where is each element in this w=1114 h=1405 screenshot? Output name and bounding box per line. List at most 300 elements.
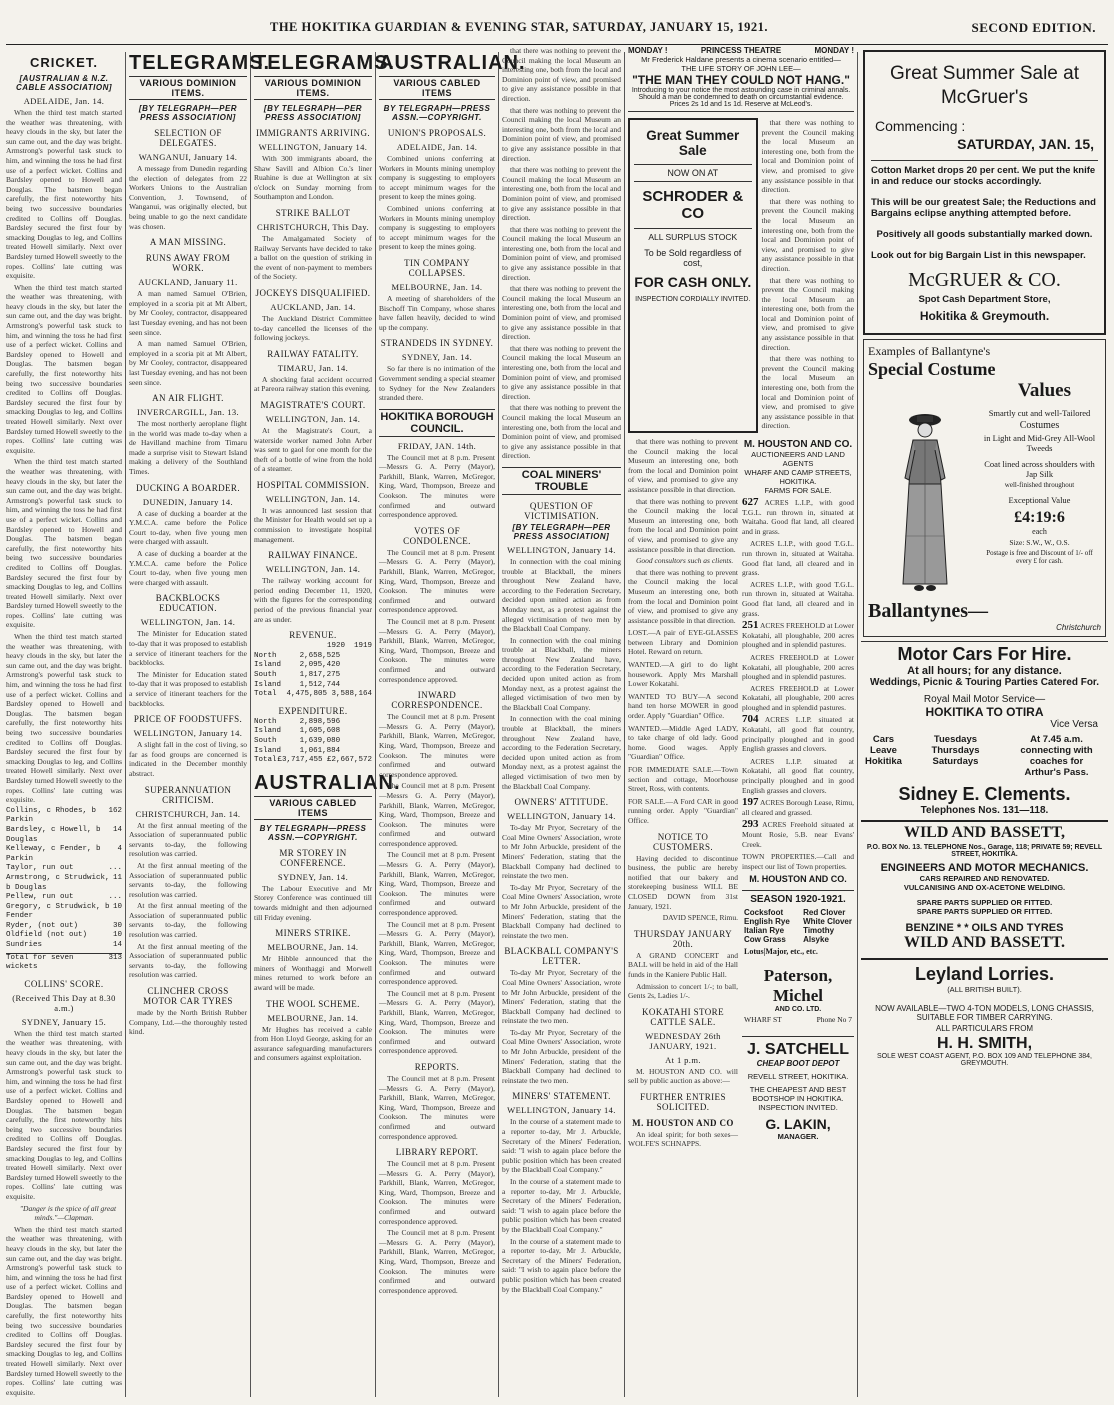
wild-spare: SPARE PARTS SUPPLIED OR FITTED.: [916, 898, 1053, 907]
cricket-body: When the third test match started the weather was threatening, with heavy clouds in the sky, but later the sun came out, and the day was bright. Armstrong's powerful task stuck to him, and winning the toss he had first use of a perfect wicket. Collins and Bardsley opened to Howell and Douglas. The batsmen began carefully, the first noteworthy hits being two successive boundaries credited to Collins off Douglas. Bardsley secured the first four by smacking Douglas to leg, and Collins treated Howell similarly. Next over Bardsley turned Howell sweetly to the ropes. Collins' late cutting was exquisite.: [6, 108, 122, 281]
farm-filler: ACRES L.I.P. situated at Kokatahi, all good flat country, principally ploughed and in good English grasses and clovers.: [742, 756, 854, 795]
wild-heading-2: WILD AND BASSETT.: [903, 934, 1066, 951]
score-line: Taylor, run out ...: [6, 864, 122, 873]
item-dateline: WELLINGTON, Jan. 14.: [140, 617, 236, 628]
coal-dateline: WELLINGTON, January 14.: [507, 544, 616, 555]
item-title: THE WOOL SCHEME.: [266, 998, 360, 1009]
houston-ads: [742, 437, 854, 1151]
coal-sub: QUESTION OF VICTIMISATION.: [524, 500, 599, 521]
score-line: Sundries 14: [6, 941, 122, 950]
item-title: MINERS STRIKE.: [275, 928, 351, 939]
borough-sub: INWARD CORRESPONDENCE.: [391, 690, 483, 711]
borough-body: The Council met at 8 p.m. Present—Messrs G. A. Perry (Mayor), Parkhill, Blank, Warren, McGregor, King, Ward, Thompson, Breeze and Cookson. The minutes were confirmed and outward correspondence approved.: [379, 850, 495, 918]
farm-filler: ACRES L.I.P., with good T.G.L. run thrown in, situated at Waitaha. Good flat land, all cleared and in grass.: [742, 539, 854, 578]
item-body: made by the North British Rubber Company, Ltd.—the thoroughly tested kind.: [129, 1008, 247, 1037]
film-title: "THE MAN THEY COULD NOT HANG.": [632, 73, 850, 87]
costume-d2: Costumes: [1019, 420, 1060, 431]
schroder-cash: FOR CASH ONLY.: [634, 274, 752, 290]
item-title: MR STOREY IN CONFERENCE.: [279, 847, 347, 868]
score-line: Bardsley, c Howell, b Douglas 14: [6, 825, 122, 844]
borough-body: The Council met at 8 p.m. Present—Messrs G. A. Perry (Mayor), Parkhill, Blank, Warren, McGregor, King, Ward, Thompson, Breeze and Cookson. The minutes were confirmed and outward correspondence approved.: [379, 547, 495, 615]
item-title: MAGISTRATE'S COURT.: [260, 399, 366, 410]
borough-body: The Council met at 8 p.m. Present—Messrs G. A. Perry (Mayor), Parkhill, Blank, Warren, McGregor, King, Ward, Thompson, Breeze and Cookson. The minutes were confirmed and outward correspondence approved.: [379, 712, 495, 779]
item-body: At the first annual meeting of the Association of superannuated public servants to-day, the following resolution was carried.: [129, 901, 247, 940]
item-body: A case of ducking a boarder at the Y.M.C.A. came before the Police Court to-day, when five young men were charged with assault.: [129, 549, 247, 587]
item-body: A meeting of shareholders of the Bischoff Tin Company, whose shares have fallen heavily, decided to wind up the company.: [379, 293, 495, 332]
satchell-manager: MANAGER.: [777, 1132, 819, 1142]
leyland-ad: [861, 958, 1108, 1067]
score-line: Oldfield (not out) 10: [6, 931, 122, 940]
wild-vulc: VULCANISING AND OX-ACETONE WELDING.: [903, 883, 1066, 892]
theatre-line4: Should a man be condemned to death on circumstantial evidence.: [638, 94, 844, 101]
item-title: DUCKING A BOARDER.: [136, 482, 240, 493]
item-body: Mr Hibble announced that the miners of Wonthaggi and Morwell mines returned to work before an award will be made.: [254, 954, 372, 992]
cricket-heading: CRICKET.: [30, 55, 98, 70]
revenue-header: 1920 1919: [326, 642, 372, 651]
customers-title: NOTICE TO CUSTOMERS.: [652, 831, 714, 852]
column-rule: [624, 52, 625, 1397]
satchell-lakin: G. LAKIN,: [765, 1116, 831, 1133]
houston-line2: WHARF AND CAMP STREETS,: [744, 468, 852, 477]
revenue-row: Total 4,475,805 3,588,164: [254, 690, 372, 699]
column-rule: [498, 52, 499, 1397]
owners-body: To-day Mr Pryor, Secretary of the Coal Mine Owners' Association, wrote to Mr John Arbuckle, president of the Miners' Federation, stating that the Blackball Company had declined to reinstate the two men.: [502, 968, 621, 1026]
collins-score-dateline: SYDNEY, January 15.: [21, 1016, 107, 1027]
houston-line1: AUCTIONEERS AND LAND AGENTS: [751, 450, 845, 468]
australian-sub: VARIOUS CABLED ITEMS: [379, 76, 495, 100]
item-dateline: MELBOURNE, Jan. 14.: [391, 281, 483, 292]
stock-sale-houston: M. HOUSTON AND CO: [632, 1117, 734, 1128]
satchell-name: J. SATCHELL: [742, 1036, 854, 1059]
mcgruer-sale-ad: [863, 50, 1106, 335]
column-telegrams-2: [254, 46, 401, 1399]
ballantyne-place: Christchurch: [1056, 623, 1101, 632]
coal-body: In connection with the coal mining trouble at Blackball, the miners throughout New Zealand have, according to the Federation Secretary, decided upon united action as from Monday next, as a protest against the alleged victimisation of two men by the Blackball Coal Company.: [502, 556, 621, 634]
wanted-ad: FOR IMMEDIATE SALE.—Town section and cottage, Moorhouse Street, Ross, with contents.: [628, 765, 738, 794]
schroder-stock: ALL SURPLUS STOCK: [634, 228, 752, 242]
revenue-row: South Island 1,817,275 1,512,744: [254, 671, 341, 689]
column-coal-miners: [502, 46, 621, 1399]
borough-heading: HOKITIKA BOROUGH COUNCIL.: [380, 410, 494, 435]
wanted-ad: FOR SALE.—A Ford CAR in good running order. Apply "Guardian" Office.: [628, 796, 738, 825]
motor-route: HOKITIKA TO OTIRA: [925, 705, 1044, 719]
borough-body: The Council met at 8 p.m. Present—Messrs G. A. Perry (Mayor), Parkhill, Blank, Warren, McGregor, King, Ward, Thompson, Breeze and Cookson. The minutes were confirmed and outward correspondence approved.: [379, 1228, 495, 1295]
houston-name: M. HOUSTON AND CO.: [743, 439, 853, 450]
cricket-scorecard: [6, 807, 122, 973]
column-rule: [250, 52, 251, 1397]
item-dateline: WELLINGTON, January 14.: [133, 728, 243, 739]
farm-filler: ACRES L.I.P., with good T.G.L. run thrown in, situated at Waitaha. Good flat land, all cleared and in grass.: [742, 579, 854, 618]
side-body: that there was nothing to prevent the Council making the local Museum an interesting one, both from the local and Dominion point of view, and promised to give any assistance possible in that direction.: [761, 275, 854, 352]
item-body: So far there is no intimation of the Government sending a special steamer to Sydney for the New Zealanders stranded there.: [379, 364, 495, 403]
item-title: UNION'S PROPOSALS.: [387, 128, 487, 138]
schroder-regardless: To be Sold regardless of cost,: [644, 248, 742, 268]
mcgruer-sale-title: Great Summer Sale at McGruer's: [889, 63, 1080, 108]
costume-figure-icon: [883, 406, 963, 596]
item-title: CLINCHER CROSS MOTOR CAR TYRES: [143, 986, 233, 1007]
item-title: IMMIGRANTS ARRIVING.: [255, 128, 370, 138]
farm-ad: 251 ACRES FREEHOLD at Lower Kokatahi, all ploughable, 200 acres ploughed and in splendid pastures.: [742, 619, 854, 650]
owners-body: To-day Mr Pryor, Secretary of the Coal Mine Owners' Association, wrote to Mr John Arbuckle, president of the Miners' Federation, stating that the Blackball Company had declined to reinstate the two men.: [502, 882, 621, 940]
wild-benzine: BENZINE * * OILS AND TYRES: [905, 922, 1064, 934]
score-line: Ryder, (not out) 30: [6, 921, 122, 930]
costume-d5: well-finished throughout: [1004, 481, 1075, 489]
theatre-name: PRINCESS THEATRE: [700, 46, 782, 55]
motor-sub: At all hours; for any distance.: [907, 665, 1062, 677]
item-title: SELECTION OF DELEGATES.: [154, 128, 222, 148]
column-rule: [125, 52, 126, 1397]
expenditure-row: North Island 2,898,596 1,605,608: [254, 717, 341, 736]
schroder-name: SCHRODER & CO: [642, 188, 744, 222]
item-body: The Amalgamated Society of Railway Servants have decided to take a ballot on the question of striking in the event of non-payment to members of the Society.: [254, 233, 372, 282]
cricket-body-repeat: When the third test match started the weather was threatening, with heavy clouds in the sky, but later the sun came out, and the day was bright. Armstrong's powerful task stuck to him, and winning the toss he had first use of a perfect wicket. Collins and Bardsley opened to Howell and Douglas. The batsmen began carefully, the first noteworthy hits being two successive boundaries credited to Collins off Douglas. Bardsley secured the first four by smacking Douglas to leg, and Collins treated Howell similarly. Next over Bardsley turned Howell sweetly to the ropes. Collins' late cutting was exquisite.: [6, 457, 122, 630]
costume-price: £4:19:6: [1014, 509, 1065, 526]
borough-date: FRIDAY, JAN. 14th.: [397, 440, 477, 451]
item-title: STRANDEDS IN SYDNEY.: [380, 338, 494, 349]
item-title: RAILWAY FATALITY.: [267, 348, 359, 359]
item-body: Mr Hughes has received a cable from Hon Lloyd George, asking for an assurance safeguarding manufacturers and consumers against exploitation.: [254, 1024, 372, 1063]
motor-heading: Motor Cars For Hire.: [897, 644, 1072, 664]
score-line: Gregory, c Strudwick, b Fender 10: [6, 902, 122, 921]
concert-title: THURSDAY JANUARY 20th.: [634, 928, 732, 949]
farm-ad: 627 ACRES L.I.P., with good T.G.L. run thrown in, situated at Waitaha. Good flat land, all cleared and in grass.: [742, 496, 854, 536]
schroder-ad: [628, 118, 758, 433]
item-title: STRIKE BALLOT: [275, 207, 351, 218]
coal-heading: COAL MINERS' TROUBLE: [502, 467, 621, 495]
item-body: The Minister for Education stated to-day that it was proposed to establish a service of itinerant teachers for the backblocks.: [129, 669, 247, 708]
costume-d4: Coat lined across shoulders with Jap Silk: [984, 459, 1095, 479]
concert-admission: Admission to concert 1/-; to ball, Gents 2s, Ladies 1/-.: [628, 981, 738, 1001]
masthead-rule: [6, 44, 1108, 45]
item-body: The Labour Executive and Mr Storey Conference was continued till towards midnight and then adjourned till Friday evening.: [254, 883, 372, 922]
concert-body: A GRAND CONCERT and BALL will be held in aid of the Hall funds in the Kaniere Public Hall.: [628, 950, 738, 979]
ballantyne-ad: [863, 339, 1106, 637]
costume-each: each: [1032, 527, 1047, 536]
masthead-title: THE HOKITIKA GUARDIAN & EVENING STAR, SATURDAY, JANUARY 15, 1921.: [270, 20, 768, 34]
museum-text: that there was nothing to prevent the Council making the local Museum an interesting one, both from the local and Dominion point of view, and promised to give any assistance possible in that direction.: [502, 284, 621, 342]
houston-line3: HOKITIKA.: [779, 477, 817, 486]
item-body: The Auckland District Committee to-day cancelled the licenses of the following jockeys.: [254, 313, 372, 343]
museum-text: that there was nothing to prevent the Council making the local Museum an interesting one, both from the local and Dominion point of view, and promised to give any assistance possible in that direction.: [502, 165, 621, 223]
australian2-press: BY TELEGRAPH—PRESS ASSN.—COPYRIGHT.: [259, 823, 367, 842]
item-title: RUNS AWAY FROM WORK.: [145, 253, 231, 274]
masthead-edition: SECOND EDITION.: [971, 20, 1096, 35]
item-title: SUPERANNUATION CRITICISM.: [144, 784, 232, 805]
item-body: It was announced last session that the Minister for Health would set up a commission to investigate hospital management.: [254, 505, 372, 544]
wild-bassett-ad: [861, 820, 1108, 952]
item-dateline: TIMARU, Jan. 14.: [277, 362, 349, 373]
masthead: [0, 0, 1114, 44]
town-ad: TOWN PROPERTIES.—Call and inspect our list of Town properties.: [742, 852, 854, 871]
leyland-particulars: ALL PARTICULARS FROM: [935, 1024, 1034, 1033]
mcgruer-lookout: Look out for big Bargain List in this newspaper.: [871, 250, 1086, 261]
side-text: [762, 118, 854, 433]
costume-postage: Postage is free and Discount of 1/- off every £ for cash.: [986, 549, 1093, 565]
mcgruer-towns: Hokitika & Greymouth.: [919, 309, 1050, 323]
season-heading: SEASON 1920-1921.: [742, 890, 854, 905]
left-body: that there was nothing to prevent the Council making the local Museum an interesting one, both from the local and Dominion point of view, and promised to give any assistance possible in that direction.: [628, 567, 738, 625]
score-line: Kelleway, c Fender, b Parkin 4: [6, 845, 122, 863]
item-dateline: DUNEDIN, January 14.: [142, 496, 234, 507]
motor-royal: Royal Mail Motor Service—: [923, 694, 1046, 705]
stock-sale-body: M. HOUSTON AND CO. will sell by public auction as above:—: [628, 1066, 738, 1086]
seed-lotus: Lotus|Major, etc., etc.: [744, 947, 818, 957]
item-dateline: CHRISTCHURCH, Jan. 14.: [135, 808, 241, 819]
item-dateline: WANGANUI, January 14.: [138, 152, 238, 162]
leyland-smith: H. H. SMITH,: [936, 1035, 1033, 1052]
item-title: RAILWAY FINANCE.: [268, 550, 358, 561]
museum-text: that there was nothing to prevent the Council making the local Museum an interesting one, both from the local and Dominion point of view, and promised to give any assistance possible in that direction.: [502, 46, 621, 103]
notice-quote: Good consultors such as clients.: [636, 556, 734, 566]
theatre-line1: Mr Frederick Haldane presents a cinema scenario entitled—: [641, 55, 841, 64]
costume-illustration: [868, 402, 978, 600]
satchell-sub: CHEAP BOOT DEPOT: [756, 1059, 840, 1069]
wild-engineers: ENGINEERS AND MOTOR MECHANICS.: [880, 862, 1089, 874]
item-dateline: SYDNEY, Jan. 14.: [401, 352, 473, 363]
score-line: Collins, c Rhodes, b Parkin 162: [6, 806, 122, 825]
farm-ad: 293 ACRES Freehold situated at Mount Rosie, 5.B. near Evans' Creek.: [742, 818, 854, 849]
side-body: that there was nothing to prevent the Council making the local Museum an interesting one, both from the local and Dominion point of view, and promised to give any assistance possible in that direction.: [761, 196, 854, 273]
item-dateline: INVERCARGILL, Jan. 13.: [136, 407, 240, 418]
item-title: AN AIR FLIGHT.: [152, 393, 224, 404]
borough-body: The Council met at 8 p.m. Present—Messrs G. A. Perry (Mayor), Parkhill, Blank, Warren, McGregor, King, Ward, Thompson, Breeze and Cookson. The minutes were confirmed and outward correspondence approved.: [379, 1159, 495, 1226]
left-ads: [628, 437, 738, 1151]
owners-sub: OWNERS' ATTITUDE.: [514, 797, 609, 808]
stock-sale-title: KOKATAHI STORE CATTLE SALE.: [642, 1006, 724, 1027]
stock-sale-footer: FURTHER ENTRIES SOLICITED.: [640, 1091, 726, 1112]
borough-sub: REPORTS.: [414, 1061, 460, 1072]
cricket-assoc: [AUSTRALIAN & N.Z. CABLE ASSOCIATION]: [15, 74, 113, 92]
collins-score-note: (Received This Day at 8.30 a.m.): [12, 992, 116, 1013]
item-dateline: WELLINGTON, Jan. 14.: [265, 564, 361, 575]
owners-body: To-day Mr Pryor, Secretary of the Coal Mine Owners' Association, wrote to Mr John Arbuckle, president of the Miners' Federation, stating that the Blackball Company had declined to reinstate the two men.: [502, 1027, 621, 1085]
cricket-body-repeat: When the third test match started the weather was threatening, with heavy clouds in the sky, but later the sun came out, and the day was bright. Armstrong's powerful task stuck to him, and winning the toss he had first use of a perfect wicket. Collins and Bardsley opened to Howell and Douglas. The batsmen began carefully, the first noteworthy hits being two successive boundaries credited to Collins off Douglas. Bardsley secured the first four by smacking Douglas to leg, and Collins treated Howell similarly. Next over Bardsley turned Howell sweetly to the ropes. Collins' late cutting was exquisite.: [6, 282, 122, 455]
leyland-now: NOW AVAILABLE—TWO 4-TON MODELS, LONG CHASSIS, SUITABLE FOR TIMBER CARRYING.: [875, 1004, 1094, 1022]
borough-body: The Council met at 8 p.m. Present—Messrs G. A. Perry (Mayor), Parkhill, Blank, Warren, McGregor, King, Ward, Thompson, Breeze and Cookson. The minutes were confirmed and outward correspondence approved.: [379, 1073, 495, 1141]
ballantyne-special: Special Costume: [868, 359, 996, 379]
item-dateline: AUCKLAND, January 11.: [138, 277, 238, 288]
item-dateline: AUCKLAND, Jan. 14.: [270, 301, 356, 312]
theatre-line3: Introducing to your notice the most astounding case in criminal annals.: [631, 87, 851, 94]
museum-text: that there was nothing to prevent the Council making the local Museum an interesting one, both from the local and Dominion point of view, and promised to give any assistance possible in that direction.: [502, 403, 621, 461]
item-dateline: WELLINGTON, Jan. 14.: [265, 493, 361, 504]
revenue-row: North Island 2,658,525 2,095,420: [254, 651, 341, 670]
motor-vice: Vice Versa: [1050, 719, 1098, 730]
cricket-body-repeat: When the third test match started the weather was threatening, with heavy clouds in the sky, but later the sun came out, and the day was bright. Armstrong's powerful task stuck to him, and winning the toss he had first use of a perfect wicket. Collins and Bardsley opened to Howell and Douglas. The batsmen began carefully, the first noteworthy hits being two successive boundaries credited to Collins off Douglas. Bardsley secured the first four by smacking Douglas to leg, and Collins treated Howell similarly. Next over Bardsley turned Howell sweetly to the ropes. Collins' late cutting was exquisite.: [6, 632, 122, 805]
farm-ad: 704 ACRES L.I.P. situated at Kokatahi, all good flat country, principally ploughed and in good English grasses and clovers.: [742, 713, 854, 754]
leyland-addr: SOLE WEST COAST AGENT, P.O. BOX 109 AND TELEPHONE 384, GREYMOUTH.: [876, 1053, 1092, 1067]
wanted-ad: WANTED TO BUY—A second hand ten horse MOWER in good order. Apply "Guardian" Office.: [628, 691, 738, 721]
museum-text: that there was nothing to prevent the Council making the local Museum an interesting one, both from the local and Dominion point of view, and promised to give any assistance possible in that direction.: [502, 105, 621, 163]
column-rule: [375, 52, 376, 1397]
item-body: A case of ducking a boarder at the Y.M.C.A. came before the Police Court to-day, when five young men were charged with assault.: [129, 508, 247, 547]
column-telegrams-1: [129, 46, 271, 1399]
item-body: Combined unions conferring at Workers in Mounts mining unemploy company is suggesting to employers to accept minimum wages for the present to keep the mines going.: [379, 154, 495, 202]
mcgruer-date: SATURDAY, JAN. 15,: [957, 136, 1094, 152]
leyland-heading: Leyland Lorries.: [914, 964, 1055, 984]
revenue-table: [254, 642, 372, 700]
item-body: The most northerly aeroplane flight in the world was made to-day when a de Havilland machine from Timaru made a surprise visit to Stewart Island making a delivery of the Southland Times.: [129, 419, 247, 477]
australian2-sub: VARIOUS CABLED ITEMS: [254, 796, 372, 820]
wanted-ad: WANTED.—A girl to do light housework. Apply Mrs Marshall Lower Kokatahi.: [628, 660, 738, 689]
expenditure-title: EXPENDITURE.: [278, 705, 348, 716]
letter-sub: BLACKBALL COMPANY'S LETTER.: [504, 946, 619, 967]
ballantyne-title: Examples of Ballantyne's: [868, 344, 991, 358]
ballantyne-name: Ballantynes—: [868, 600, 989, 622]
score-line: Armstrong, c Strudwick, b Douglas 11: [6, 873, 122, 892]
cricket-body-repeat: When the third test match started the weather was threatening, with heavy clouds in the sky, but later the sun came out, and the day was bright. Armstrong's powerful task stuck to him, and winning the toss he had first use of a perfect wicket. Collins and Bardsley opened to Howell and Douglas. The batsmen began carefully, the first noteworthy hits being two successive boundaries credited to Collins off Douglas. Bardsley secured the first four by smacking Douglas to leg, and Collins treated Howell similarly. Next over Bardsley turned Howell sweetly to the ropes. Collins' late cutting was exquisite.: [6, 1224, 122, 1397]
costume-details: [978, 402, 1101, 600]
customers-signed: DAVID SPENCE, Rimu.: [662, 913, 738, 923]
collins-score-title: COLLINS' SCORE.: [24, 978, 104, 989]
museum-text: that there was nothing to prevent the Council making the local Museum an interesting one, both from the local and Dominion point of view, and promised to give any assistance possible in that direction.: [502, 224, 621, 282]
coal-body: In connection with the coal mining trouble at Blackball, the miners throughout New Zealand have, according to the Federation Secretary, decided upon united action as from Monday next, as a protest against the alleged victimisation of two men by the Blackball Coal Company.: [502, 714, 621, 791]
miners-dateline: WELLINGTON, January 14.: [507, 1105, 616, 1116]
item-body: At the first annual meeting of the Association of superannuated public servants to-day, the following resolution was carried.: [129, 820, 247, 859]
seed-list: Cocksfoot English Rye Italian Rye Cow Grass Red Clover White Clover Timothy Alsyke: [744, 908, 852, 945]
item-body: The railway working account for period ending December 11, 1920, with the figures for the corresponding period of the previous financial year are as under.: [254, 576, 372, 624]
farm-ad: 197 ACRES Borough Lease, Rimu, all cleared and grassed.: [742, 796, 854, 817]
farm-filler: ACRES FREEHOLD at Lower Kokatahi, all ploughable, 200 acres ploughed and in splendid pastures.: [742, 683, 854, 712]
miners-sub: MINERS' STATEMENT.: [512, 1091, 611, 1102]
wild-address: P.O. BOX No. 13. TELEPHONE Nos., Garage, 118; PRIVATE 59; REVELL STREET, HOKITIKA.: [866, 844, 1103, 858]
customers-body: Having decided to discontinue business, the public are hereby notified that our bakery and storekeeping business WILL BE CLOSED DOWN from 31st January, 1921.: [628, 853, 738, 911]
telegrams-heading: TELEGRAMS.: [129, 52, 271, 74]
item-dateline: MELBOURNE, Jan. 14.: [267, 1012, 359, 1023]
borough-body: The Council met at 8 p.m. Present—Messrs G. A. Perry (Mayor), Parkhill, Blank, Warren, McGregor, King, Ward, Thompson, Breeze and Cookson. The minutes were confirmed and outward correspondence approved.: [379, 617, 495, 684]
miners-body: In the course of a statement made to a reporter to-day, Mr J. Arbuckle, Secretary of the Miners' Federation, said: "I wish to again place before the public position which has been created by the Blackball Coal Company.": [502, 1177, 621, 1234]
item-title: JOCKEYS DISQUALIFIED.: [255, 287, 371, 298]
wanted-ad: WANTED.—Middle Aged LADY, to take charge of old lady. Good home. Good wages. Apply "Guardian" Office.: [628, 723, 738, 762]
mcgruer-greatest: This will be our greatest Sale; the Reductions and Bargains eclipse anything attempted before.: [871, 197, 1096, 219]
leyland-built: (ALL BRITISH BUILT).: [947, 985, 1022, 994]
wild-spare-2: SPARE PARTS SUPPLIED OR FITTED.: [916, 907, 1053, 916]
australian-press: BY TELEGRAPH—PRESS ASSN.—COPYRIGHT.: [383, 104, 491, 122]
telegrams2-heading: TELEGRAMS.: [254, 52, 396, 74]
theatre-line2: THE LIFE STORY OF JOHN LEE—: [681, 64, 801, 73]
satchell-street: REVELL STREET, HOKITIKA.: [747, 1072, 849, 1082]
item-body: A shocking fatal accident occurred at Pareora railway station this evening.: [254, 374, 372, 394]
item-body: The Minister for Education stated to-day that it was proposed to establish a service of itinerant teachers for the backblocks.: [129, 629, 247, 668]
item-body: A slight fall in the cost of living, so far as food groups are concerned is indicated in the December monthly abstract.: [129, 740, 247, 778]
mcgruer-commencing: Commencing :: [875, 118, 966, 134]
column-ads-center: [628, 46, 854, 1399]
column-australian: [379, 46, 526, 1399]
cricket-dateline: ADELAIDE, Jan. 14.: [23, 96, 105, 106]
miners-body: In the course of a statement made to a reporter to-day, Mr J. Arbuckle, Secretary of the Miners' Federation, said: "I wish to again place before the public position which has been created by the Blackball Coal Company.": [502, 1236, 621, 1294]
theatre-left: MONDAY !: [628, 46, 668, 55]
telegrams2-sub: VARIOUS DOMINION ITEMS.: [254, 76, 372, 100]
expenditure-table: [254, 718, 372, 766]
item-dateline: WELLINGTON, January 14.: [258, 142, 368, 152]
wild-cars: CARS REPAIRED AND RENOVATED.: [919, 874, 1050, 883]
item-dateline: SYDNEY, Jan. 14.: [277, 871, 349, 882]
motor-timetable: Cars Leave Hokitika Tuesdays Thursdays Saturdays At 7.45 a.m. connecting with coaches for Arthur's Pass.: [865, 734, 1093, 778]
column-ads-right: [861, 46, 1108, 1399]
score-line: Pellew, run out ...: [6, 893, 122, 902]
ballantyne-values: Values: [1017, 380, 1071, 401]
mcgruer-name: McGRUER & CO.: [908, 269, 1061, 291]
column-cricket: [6, 46, 122, 1399]
stock-sale-time: At 1 p.m.: [665, 1054, 701, 1065]
theatre-prices: Prices 2s 1d and 1s 1d. Reserve at McLeod's.: [669, 101, 813, 108]
cricket-closing-quote: "Danger is the spice of all great minds."—Clapman.: [19, 1203, 117, 1223]
mcgruer-sub: Spot Cash Department Store,: [918, 294, 1051, 305]
australian2-heading: AUSTRALIAN.: [254, 771, 401, 794]
paterson-sub: AND CO. LTD.: [774, 1006, 822, 1014]
stock-sale-aperitif: An ideal spirit; for both sexes—WOLFE'S SCHNAPPS.: [628, 1129, 738, 1149]
theatre-ad: [628, 46, 854, 112]
item-body: A man named Samuel O'Brien, employed in a scoria pit at Mt Albert, by Mr Cooley, contractor, disappeared last Tuesday evening, and has not been seen since.: [129, 339, 247, 387]
schroder-title: Great Summer Sale: [646, 128, 740, 158]
coal-body: In connection with the coal mining trouble at Blackball, the miners throughout New Zealand have, according to the Federation Secretary, decided upon united action as from Monday next, as a protest against the alleged victimisation of two men by the Blackball Coal Company.: [502, 635, 621, 712]
borough-body: The Council met at 8 p.m. Present—Messrs G. A. Perry (Mayor), Parkhill, Blank, Warren, McGregor, King, Ward, Thompson, Breeze and Cookson. The minutes were confirmed and outward correspondence approved.: [379, 781, 495, 848]
item-body: Combined unions conferring at Workers in Mounts mining unemploy company is suggesting to employers to accept minimum wages for the present to keep the mines going.: [379, 203, 495, 252]
schroder-now: NOW ON AT: [634, 164, 752, 182]
cricket-body-repeat: When the third test match started the weather was threatening, with heavy clouds in the sky, but later the sun came out, and the day was bright. Armstrong's powerful task stuck to him, and winning the toss he had first use of a perfect wicket. Collins and Bardsley opened to Howell and Douglas. The batsmen began carefully, the first noteworthy hits being two successive boundaries credited to Collins off Douglas. Bardsley secured the first four by smacking Douglas to leg, and Collins treated Howell similarly. Next over Bardsley turned Howell sweetly to the ropes. Collins' late cutting was exquisite.: [6, 1028, 122, 1201]
item-title: HOSPITAL COMMISSION.: [256, 479, 370, 490]
item-body: At the Magistrate's Court, a waterside worker named John Arber was sent to gaol for one month for the theft of a bottle of wine from the hold of a steamer.: [254, 425, 372, 474]
costume-d3: in Light and Mid-Grey All-Wool Tweeds: [983, 433, 1096, 453]
item-title: PRICE OF FOODSTUFFS.: [133, 714, 243, 725]
satchell-cheapest: THE CHEAPEST AND BEST BOOTSHOP IN HOKITIKA. INSPECTION INVITED.: [749, 1085, 847, 1113]
paterson-info: WHARF ST Phone No 7: [744, 1015, 852, 1025]
wanted-ad: LOST.—A pair of EYE-GLASSES between Library and Dominion Hotel. Reward on return.: [628, 628, 738, 657]
stock-sale-date: WEDNESDAY 26th JANUARY, 1921.: [645, 1030, 721, 1051]
coal-press: [BY TELEGRAPH—PER PRESS ASSOCIATION]: [512, 522, 611, 541]
borough-body: The Council met at 8 p.m. Present—Messrs G. A. Perry (Mayor), Parkhill, Blank, Warren, McGregor, King, Ward, Thompson, Breeze and Cookson. The minutes were confirmed and outward correspondence approved.: [379, 452, 495, 520]
item-dateline: CHRISTCHURCH, This Day.: [257, 221, 369, 232]
mcgruer-cotton: Cotton Market drops 20 per cent. We put the knife in and reduce our stocks accordingly.: [871, 160, 1098, 187]
revenue-title: REVENUE.: [289, 630, 337, 641]
australian-heading: AUSTRALIAN.: [379, 52, 526, 74]
left-body: that there was nothing to prevent the Council making the local Museum an interesting one, both from the local and Dominion point of view, and promised to give any assistance possible in that direction.: [628, 437, 738, 494]
farm-filler: ACRES FREEHOLD at Lower Kokatahi, all ploughable, 200 acres ploughed and in splendid pastures.: [742, 652, 854, 682]
costume-d1: Smartly cut and well-Tailored: [988, 408, 1091, 418]
item-body: A message from Dunedin regarding the election of delegates from 22 Workers Unions to the Australian Convention, J. Townsend, of Wanganui, was originally elected, but being unable to go the next candidate was chosen.: [129, 164, 247, 231]
item-title: BACKBLOCKS EDUCATION.: [155, 593, 221, 614]
costume-d6: Exceptional Value: [1008, 495, 1071, 505]
left-body: that there was nothing to prevent the Council making the local Museum an interesting one, both from the local and Dominion point of view, and promised to give any assistance possible in that direction.: [628, 496, 738, 554]
miners-body: In the course of a statement made to a reporter to-day, Mr J. Arbuckle, Secretary of the Miners' Federation, said: "I wish to again place before the public position which has been created by the Blackball Coal Company.": [502, 1117, 621, 1175]
borough-sub: LIBRARY REPORT.: [395, 1147, 479, 1158]
houston-name-2: M. HOUSTON AND CO.: [749, 874, 847, 885]
owners-dateline: WELLINGTON, January 14.: [507, 811, 616, 822]
item-title: A MAN MISSING.: [149, 237, 227, 248]
paterson-name: Paterson, Michel: [763, 966, 833, 1006]
schroder-inspection: INSPECTION CORDIALLY INVITED.: [635, 296, 751, 303]
column-rule: [857, 52, 858, 1397]
side-body: that there was nothing to prevent the Council making the local Museum an interesting one, both from the local and Dominion point of view, and promised to give any assistance possible in that direction.: [761, 354, 854, 431]
item-title: TIN COMPANY COLLAPSES.: [404, 257, 470, 278]
item-body: At the first annual meeting of the Association of superannuated public servants to-day, the following resolution was carried.: [129, 941, 247, 980]
motor-sub2: Weddings, Picnic & Touring Parties Catered For.: [869, 677, 1100, 688]
borough-body: The Council met at 8 p.m. Present—Messrs G. A. Perry (Mayor), Parkhill, Blank, Warren, McGregor, King, Ward, Thompson, Breeze and Cookson. The minutes were confirmed and outward correspondence approved.: [379, 919, 495, 987]
item-body: At the first annual meeting of the Association of superannuated public servants to-day, the following resolution was carried.: [129, 860, 247, 899]
wild-heading: WILD AND BASSETT,: [903, 824, 1066, 841]
owners-body: To-day Mr Pryor, Secretary of the Coal Mine Owners' Association, wrote to Mr John Arbuckle, president of the Miners' Federation, stating that the Blackball Company had declined to reinstate the two men.: [502, 823, 621, 881]
borough-sub: VOTES OF CONDOLENCE.: [403, 525, 471, 546]
side-body: that there was nothing to prevent the Council making the local Museum an interesting one, both from the local and Dominion point of view, and promised to give any assistance possible in that direction.: [761, 118, 854, 195]
item-body: With 300 immigrants aboard, the Shaw Savill and Albion Co.'s liner Ruahine is due at Wellington at six o'clock on Sunday morning from Southampton and London.: [254, 154, 372, 202]
telegrams2-press: [BY TELEGRAPH—PER PRESS ASSOCIATION]: [263, 104, 363, 122]
motor-ad: [861, 641, 1108, 816]
theatre-right: MONDAY !: [814, 46, 854, 55]
mcgruer-positively: Positively all goods substantially marked down.: [876, 229, 1093, 240]
motor-owner: Sidney E. Clements.: [898, 784, 1071, 804]
expenditure-row: South Island 1,639,080 1,061,884: [254, 736, 341, 755]
item-body: A man named Samuel O'Brien, employed in a scoria pit at Mt Albert, by Mr Cooley, contractor, disappeared last Tuesday evening, and has not been seen since.: [129, 289, 247, 337]
